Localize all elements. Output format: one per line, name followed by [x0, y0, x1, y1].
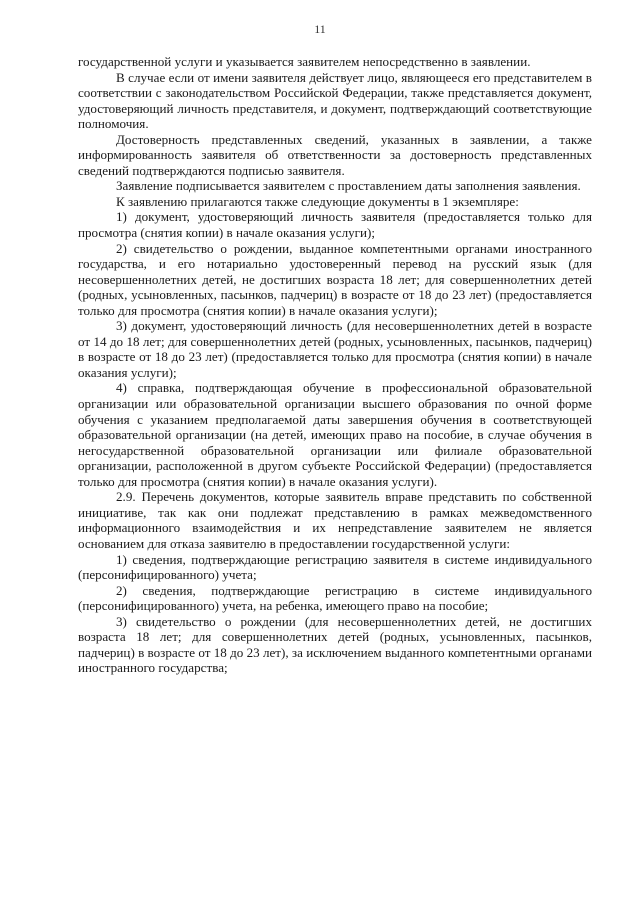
section-2-9-heading-paragraph: 2.9. Перечень документов, которые заявитель вправе представить по собственной инициативе, так как они подлежат представлению в рамках межведомственного информационного взаимодействия и их непредставление заявителем не является основанием для отказа заявителю в предоставлении государственной услуги: — [78, 489, 592, 551]
list-item-identity-document: 1) документ, удостоверяющий личность заявителя (предоставляется только для просмотра (снятия копии) в начале оказания услуги); — [78, 209, 592, 241]
paragraph-attachments-intro: К заявлению прилагаются также следующие документы в 1 экземпляре: — [116, 193, 519, 209]
list-item-child-identity-document: 3) документ, удостоверяющий личность (для несовершеннолетних детей в возрасте от 14 до 18 лет; для совершеннолетних детей (родных, усыновленных, пасынков, падчериц) в возрасте от 18 до 23 лет) (предоставляется только для просмотра (снятия копии) в начале оказания услуги); — [78, 318, 592, 380]
list-item-education-certificate: 4) справка, подтверждающая обучение в профессиональной образовательной организации или образовательной организации высшего образования по очной форме обучения с указанием предполагаемой даты завершения обучения в соответствующей образовательной организации (на детей, имеющих право на пособие, в случае обучения в негосударственной образовательной организации или филиале образовательной организации, расположенной в другом субъекте Российской Федерации) (предоставляется только для просмотра (снятия копии) в начале оказания услуги). — [78, 380, 592, 489]
list-item-applicant-registration: 1) сведения, подтверждающие регистрацию заявителя в системе индивидуального (персонифицированного) учета; — [78, 551, 592, 583]
list-item-birth-certificate-foreign: 2) свидетельство о рождении, выданное компетентными органами иностранного государства, и его нотариально удостоверенный перевод на русский язык (для несовершеннолетних детей, не достигших возраста 18 лет; для совершеннолетних детей (родных, усыновленных, пасынков, падчериц) в возрасте от 18 до 23 лет) (предоставляется только для просмотра (снятия копии) в начале оказания услуги); — [78, 240, 592, 318]
paragraph-representative: В случае если от имени заявителя действует лицо, являющееся его представителем в соответствии с законодательством Российской Федерации, также представляется документ, удостоверяющий личность представителя, и документ, подтверждающий соответствующие полномочия. — [78, 69, 592, 132]
document-body — [78, 54, 592, 676]
paragraph-continuation: государственной услуги и указывается заявителем непосредственно в заявлении. — [78, 54, 531, 69]
page-number: 11 — [314, 22, 326, 36]
paragraph-signature: Заявление подписывается заявителем с проставлением даты заполнения заявления. — [116, 178, 581, 194]
list-item-child-registration: 2) сведения, подтверждающие регистрацию в системе индивидуального (персонифицированного) учета, на ребенка, имеющего право на пособие; — [78, 582, 592, 614]
list-item-birth-certificate: 3) свидетельство о рождении (для несовершеннолетних детей, не достигших возраста 18 лет; для совершеннолетних детей (родных, усыновленных, пасынков, падчериц) в возрасте от 18 до 23 лет), за исключением выданного компетентными органами иностранного государства; — [78, 613, 592, 676]
paragraph-reliability: Достоверность представленных сведений, указанных в заявлении, а также информированность заявителя об ответственности за достоверность представленных сведений подтверждаются подписью заявителя. — [78, 131, 592, 178]
